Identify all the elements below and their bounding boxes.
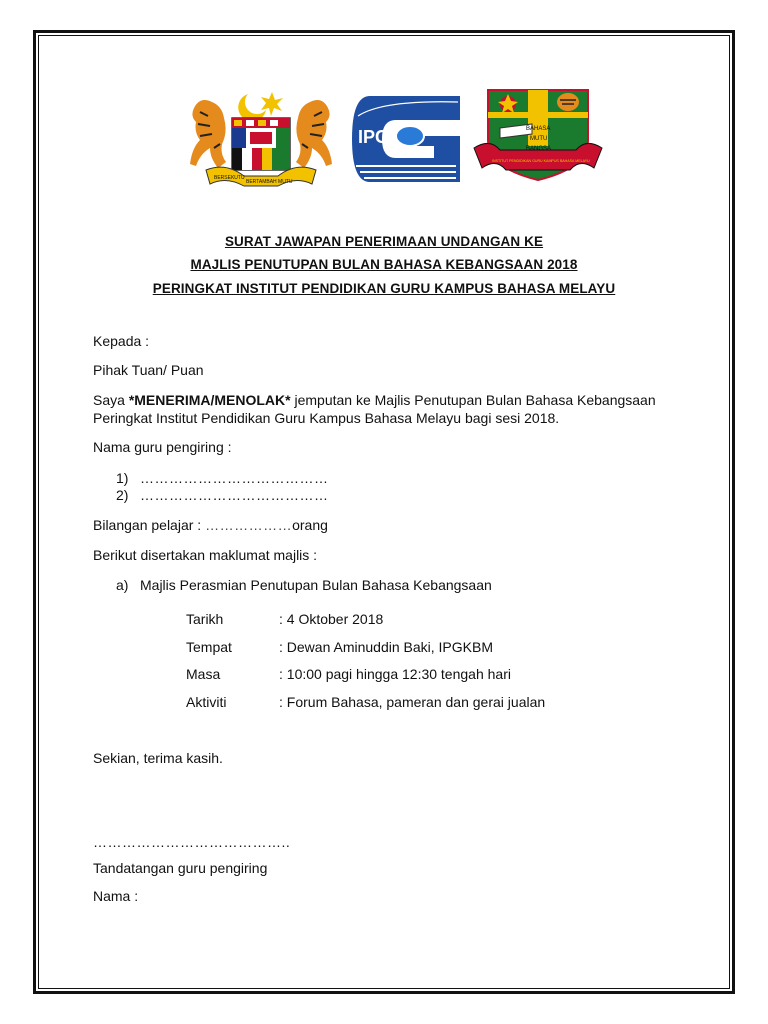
- escort-teacher-label: Nama guru pengiring :: [93, 439, 232, 455]
- crest-text-bangsa: BANGSA: [526, 146, 552, 152]
- coat-motto-text-1: BERSEKUTU: [214, 175, 245, 181]
- event-item-title: Majlis Perasmian Penutupan Bulan Bahasa Kebangsaan: [140, 577, 492, 593]
- detail-value-time: : 10:00 pagi hingga 12:30 tengah hari: [279, 666, 511, 682]
- name-label: Nama :: [93, 888, 139, 904]
- escort-1-field[interactable]: …………………………………: [140, 470, 329, 486]
- title-line-3: PERINGKAT INSTITUT PENDIDIKAN GURU KAMPUS BAHASA MELAYU: [152, 281, 616, 296]
- title-line-1: SURAT JAWAPAN PENERIMAAN UNDANGAN KE: [224, 234, 544, 249]
- detail-value-venue: : Dewan Aminuddin Baki, IPGKBM: [279, 639, 493, 655]
- student-count-line: [93, 517, 328, 533]
- detail-label-date: Tarikh: [186, 611, 224, 627]
- acceptance-rest: jemputan ke Majlis Penutupan Bulan Bahasa Kebangsaan: [290, 392, 656, 408]
- signature-field[interactable]: …………………………………..: [93, 834, 291, 850]
- ipgkbm-crest-logo: [470, 88, 606, 190]
- acceptance-choice: *MENERIMA/MENOLAK*: [128, 392, 291, 408]
- signature-label: Tandatangan guru pengiring: [93, 860, 268, 876]
- student-count-label: Bilangan pelajar :: [93, 517, 206, 533]
- malaysia-coat-of-arms-logo: [186, 88, 336, 190]
- acceptance-statement-line-1: [93, 392, 656, 408]
- detail-label-activity: Aktiviti: [186, 694, 227, 710]
- ipg-logo-text: IPG: [358, 127, 390, 147]
- acceptance-statement-line-2: Peringkat Institut Pendidikan Guru Kampus Bahasa Melayu bagi sesi 2018.: [93, 410, 560, 426]
- closing-line: Sekian, terima kasih.: [93, 750, 223, 766]
- acceptance-prefix: Saya: [93, 392, 129, 408]
- detail-value-activity: : Forum Bahasa, pameran dan gerai jualan: [279, 694, 546, 710]
- ipg-logo: [352, 96, 460, 182]
- crest-text-mutu: MUTU: [530, 136, 548, 142]
- escort-1-number: 1): [116, 470, 129, 486]
- coat-motto-text-2: BERTAMBAH MUTU: [246, 179, 293, 185]
- detail-label-venue: Tempat: [186, 639, 232, 655]
- detail-value-date: : 4 Oktober 2018: [279, 611, 384, 627]
- title-line-2: MAJLIS PENUTUPAN BULAN BAHASA KEBANGSAAN 2018: [190, 257, 578, 272]
- student-count-unit: orang: [292, 517, 328, 533]
- escort-2-number: 2): [116, 487, 129, 503]
- recipient-label: Kepada :: [93, 333, 150, 349]
- logo-row: [0, 88, 768, 198]
- student-count-field[interactable]: ………………: [205, 517, 293, 533]
- detail-label-time: Masa: [186, 666, 221, 682]
- event-info-intro: Berikut disertakan maklumat majlis :: [93, 547, 318, 563]
- crest-text-bahasa: BAHASA: [526, 126, 551, 132]
- crest-text-institute: INSTITUT PENDIDIKAN GURU KAMPUS BAHASA MELAYU: [492, 159, 590, 163]
- escort-2-field[interactable]: …………………………………: [140, 487, 329, 503]
- event-item-marker: a): [116, 577, 129, 593]
- recipient-name: Pihak Tuan/ Puan: [93, 362, 204, 378]
